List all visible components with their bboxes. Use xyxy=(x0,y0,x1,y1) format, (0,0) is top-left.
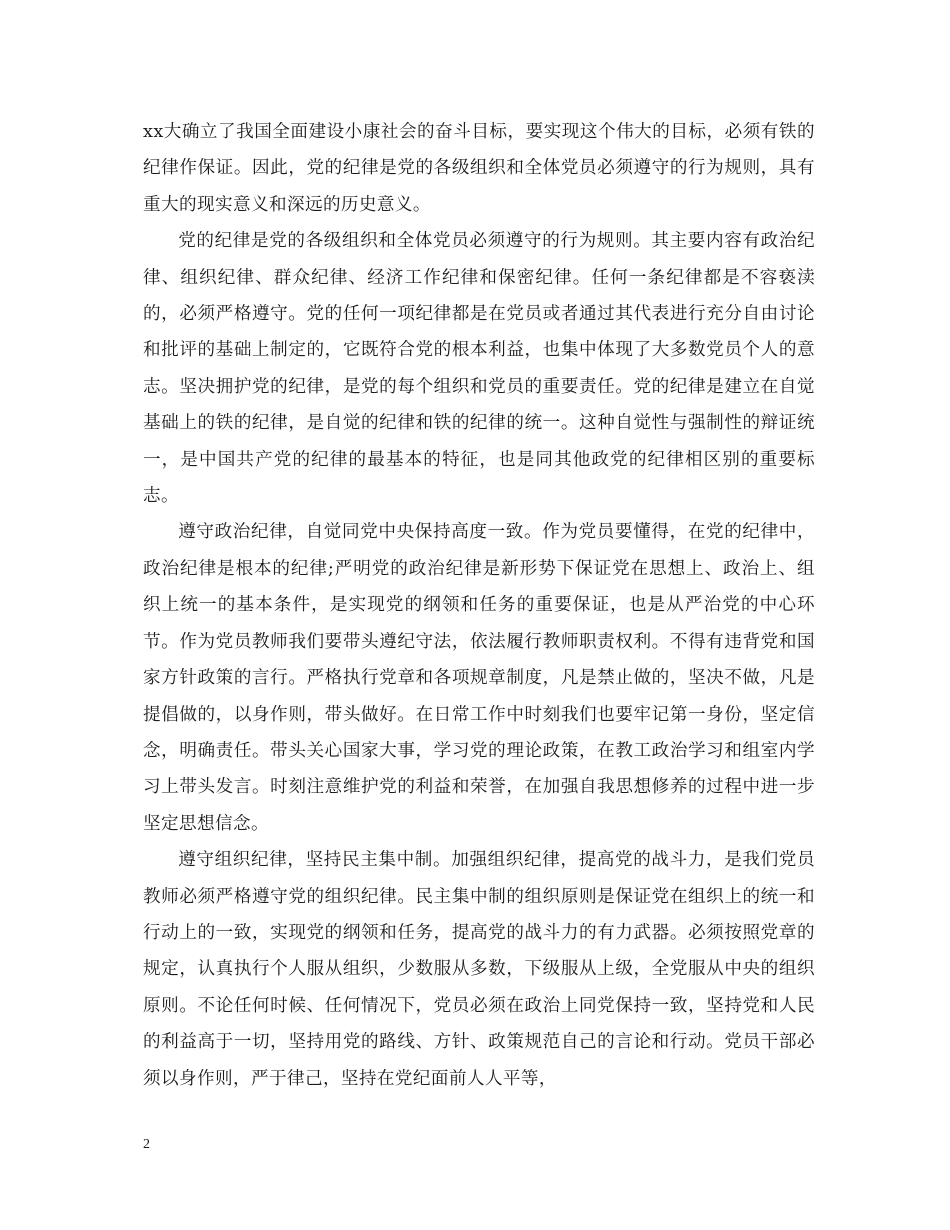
body-text xyxy=(143,114,815,1097)
paragraph-1: xx大确立了我国全面建设小康社会的奋斗目标，要实现这个伟大的目标，必须有铁的纪律作保证。因此，党的纪律是党的各级组织和全体党员必须遵守的行为规则，具有重大的现实意义和深远的历史意义。 xyxy=(143,122,815,215)
page-number: 2 xyxy=(143,1137,150,1152)
paragraph-3: 遵守政治纪律，自觉同党中央保持高度一致。作为党员要懂得，在党的纪律中，政治纪律是根本的纪律;严明党的政治纪律是新形势下保证党在思想上、政治上、组织上统一的基本条件，是实现党的纲领和任务的重要保证，也是从严治党的中心环节。作为党员教师我们要带头遵纪守法，依法履行教师职责权利。不得有违背党和国家方针政策的言行。严格执行党章和各项规章制度，凡是禁止做的，坚决不做，凡是提倡做的，以身作则，带头做好。在日常工作中时刻我们也要牢记第一身份，坚定信念，明确责任。带头关心国家大事，学习党的理论政策，在教工政治学习和组室内学习上带头发言。时刻注意维护党的利益和荣誉，在加强自我思想修养的过程中进一步坚定思想信念。 xyxy=(143,522,815,834)
paragraph-4: 遵守组织纪律，坚持民主集中制。加强组织纪律，提高党的战斗力，是我们党员教师必须严格遵守党的组织纪律。民主集中制的组织原则是保证党在组织上的统一和行动上的一致，实现党的纲领和任务，提高党的战斗力的有力武器。必须按照党章的规定，认真执行个人服从组织，少数服从多数，下级服从上级，全党服从中央的组织原则。不论任何时候、任何情况下，党员必须在政治上同党保持一致，坚持党和人民的利益高于一切，坚持用党的路线、方针、政策规范自己的言论和行动。党员干部必须以身作则，严于律己，坚持在党纪面前人人平等， xyxy=(143,850,815,1089)
paragraph-2: 党的纪律是党的各级组织和全体党员必须遵守的行为规则。其主要内容有政治纪律、组织纪律、群众纪律、经济工作纪律和保密纪律。任何一条纪律都是不容亵渎的，必须严格遵守。党的任何一项纪律都是在党员或者通过其代表进行充分自由讨论和批评的基础上制定的，它既符合党的根本利益，也集中体现了大多数党员个人的意志。坚决拥护党的纪律，是党的每个组织和党员的重要责任。党的纪律是建立在自觉基础上的铁的纪律，是自觉的纪律和铁的纪律的统一。这种自觉性与强制性的辩证统一，是中国共产党的纪律的最基本的特征，也是同其他政党的纪律相区别的重要标志。 xyxy=(143,231,815,507)
